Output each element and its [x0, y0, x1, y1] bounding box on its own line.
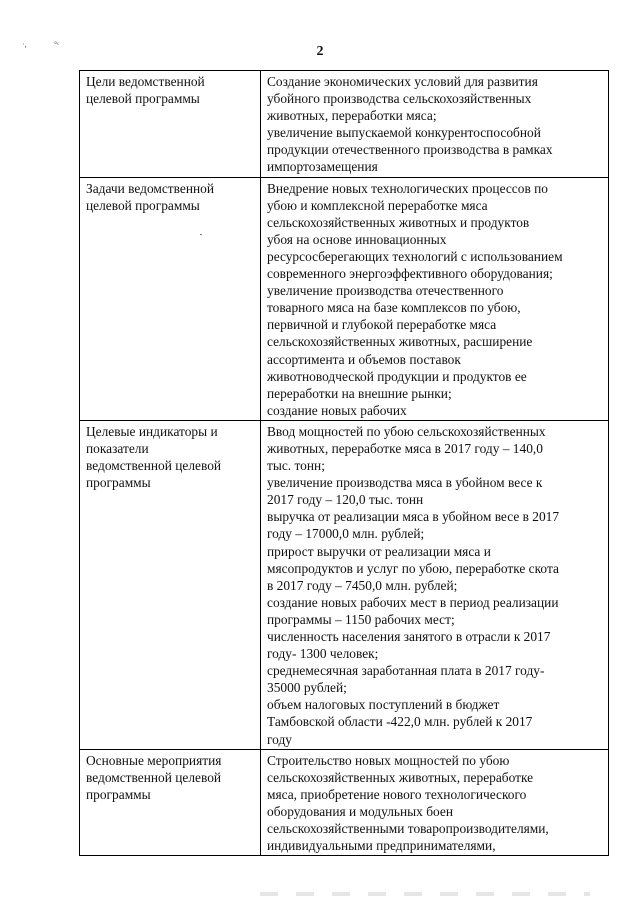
row-content-line: животных, переработке мяса в 2017 году – 140,0	[267, 440, 543, 456]
row-content-line: товарного мяса на базе комплексов по убою,	[267, 300, 521, 316]
row-content-line: переработки на внешние рынки;	[267, 385, 452, 401]
row-content-line: продукции отечественного производства в рамках	[267, 142, 553, 158]
goals-row	[80, 71, 609, 178]
row-label-line: Целевые индикаторы и	[86, 423, 218, 439]
row-content-line: Тамбовской области -422,0 млн. рублей к 2017	[267, 714, 533, 730]
row-label-line: ведомственной целевой	[86, 769, 222, 785]
scan-mark-left: ·,	[22, 40, 27, 49]
row-content-line: сельскохозяйственных животных и продуктов	[267, 214, 530, 230]
row-content-line: убою и комплексной переработке мяса	[267, 197, 488, 213]
row-content-line: современного энергоэффективного оборудования;	[267, 266, 553, 282]
row-content-line: увеличение производства мяса в убойном весе к	[267, 475, 543, 491]
row-label-line: целевой программы	[86, 197, 200, 213]
row-content-cell	[261, 749, 609, 856]
row-content-line: 2017 году – 120,0 тыс. тонн	[267, 492, 424, 508]
row-content-line: численность населения занятого в отрасли к 2017	[267, 629, 551, 644]
row-content-line: Ввод мощностей по убою сельскохозяйственных	[267, 423, 546, 439]
row-content-line: убойного производства сельскохозяйственных	[267, 91, 532, 107]
row-content-line: году- 1300 человек;	[267, 646, 379, 662]
page-number: 2	[316, 44, 324, 59]
row-content-line: индивидуальными предпринимателями,	[267, 838, 496, 854]
row-label-cell	[80, 71, 261, 178]
row-content-line: сельскохозяйственных животных, расширение	[267, 334, 533, 350]
indicators-row	[80, 420, 609, 749]
row-content-line: создание новых рабочих	[267, 402, 407, 418]
row-content-line: Строительство новых мощностей по убою	[267, 752, 510, 768]
row-content-line: Создание экономических условий для развития	[267, 74, 538, 89]
row-content-line: первичной и глубокой переработке мяса	[267, 317, 497, 333]
table-body	[80, 71, 609, 856]
row-content-line: 35000 рублей;	[267, 680, 347, 696]
row-content-line: ресурсосберегающих технологий с использованием	[267, 248, 563, 264]
row-label-line: программы	[86, 475, 151, 491]
program-passport-table	[79, 70, 609, 856]
row-content-line: прирост выручки от реализации мяса и	[267, 543, 491, 559]
row-content-line: программы – 1150 рабочих мест;	[267, 611, 455, 627]
row-content-cell	[261, 420, 609, 749]
tasks-row	[80, 177, 609, 420]
row-content-line: мясопродуктов и услуг по убою, переработке скота	[267, 560, 559, 576]
row-content-line: Внедрение новых технологических процессов по	[267, 180, 548, 196]
row-content-line: году – 17000,0 млн. рублей;	[267, 526, 425, 542]
row-label-line: показатели	[86, 440, 149, 456]
row-content-line: мяса, приобретение нового технологического	[267, 786, 527, 802]
row-content-line: сельскохозяйственных животных, переработке	[267, 769, 534, 785]
row-content-line: увеличение производства отечественного	[267, 283, 504, 299]
row-content-line: году	[267, 731, 292, 747]
scan-artifact	[200, 234, 202, 235]
row-label-line: Основные мероприятия	[86, 752, 222, 768]
scan-mark-right: °ᶜ	[54, 40, 60, 49]
scan-bottom-noise	[260, 892, 590, 896]
row-content-line: ассортимента и объемов поставок	[267, 351, 461, 367]
row-content-line: убоя на основе инновационных	[267, 231, 447, 247]
row-content-line: в 2017 году – 7450,0 млн. рублей;	[267, 577, 458, 593]
row-label-cell	[80, 177, 261, 420]
measures-row	[80, 749, 609, 856]
row-content-cell	[261, 71, 609, 178]
row-label-line: ведомственной целевой	[86, 458, 222, 474]
row-content-line: выручка от реализации мяса в убойном весе в 2017	[267, 509, 560, 525]
row-label-cell	[80, 420, 261, 749]
row-content-line: импортозамещения	[267, 159, 378, 175]
row-content-line: сельскохозяйственными товаропроизводителями,	[267, 821, 549, 837]
row-content-line: создание новых рабочих мест в период реализации	[267, 594, 559, 610]
row-content-line: животноводческой продукции и продуктов ее	[267, 368, 527, 384]
row-content-cell	[261, 177, 609, 420]
row-content-line: увеличение выпускаемой конкурентоспособной	[267, 125, 541, 141]
row-content-line: объем налоговых поступлений в бюджет	[267, 697, 500, 713]
row-content-line: среднемесячная заработанная плата в 2017 году-	[267, 663, 545, 679]
row-label-cell	[80, 749, 261, 856]
row-content-line: животных, переработки мяса;	[267, 108, 437, 124]
row-label-line: программы	[86, 786, 151, 802]
row-label-line: Задачи ведомственной	[86, 180, 215, 196]
row-content-line: тыс. тонн;	[267, 458, 325, 474]
row-content-line: оборудования и модульных боен	[267, 803, 454, 819]
row-label-line: Цели ведомственной	[86, 74, 205, 89]
row-label-line: целевой программы	[86, 91, 200, 107]
